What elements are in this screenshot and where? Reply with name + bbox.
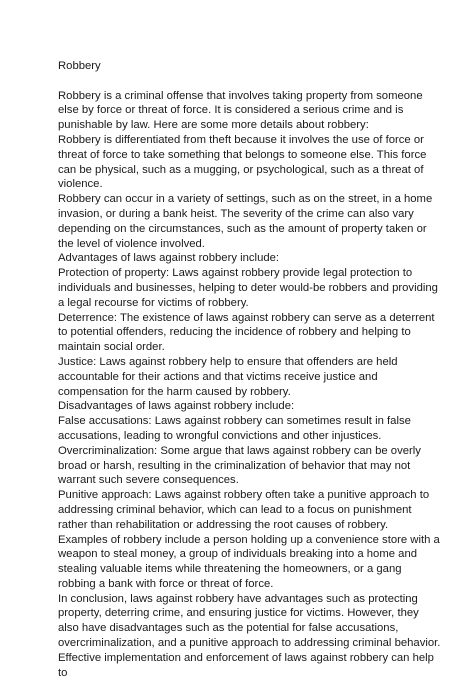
paragraph-definition: Robbery is differentiated from theft because it involves the use of force or threat of force to take something that belongs to someone else. This force can be physical, such as a mugging, or psychological, such as a threat of violence.	[58, 133, 427, 191]
paragraph-examples: Examples of robbery include a person holding up a convenience store with a weapon to steal money, a group of individuals breaking into a home and stealing valuable items while threatening the homeowners, or a gang robbing a bank with force or threat of force.	[58, 533, 440, 590]
disadvantage-false-accusations: False accusations: Laws against robbery can sometimes result in false accusations, leading to wrongful convictions and other injustices.	[58, 415, 411, 442]
disadvantage-punitive: Punitive approach: Laws against robbery often take a punitive approach to addressing criminal behavior, which can lead to a focus on punishment rather than rehabilitation or addressing the root causes of robbery.	[58, 489, 430, 531]
document-title: Robbery	[58, 60, 101, 72]
advantage-deterrence: Deterrence: The existence of laws against robbery can serve as a deterrent to potential offenders, reducing the incidence of robbery and helping to maintain social order.	[58, 311, 435, 354]
document-body	[58, 89, 442, 680]
paragraph-implementation: Effective implementation and enforcement of laws against robbery can help to	[58, 651, 434, 679]
paragraph-conclusion: In conclusion, laws against robbery have advantages such as protecting property, deterring crime, and ensuring justice for victims. However, they also have disadvantages such as the potential for false accusations, overcriminalization, and a punitive approach to addressing criminal behavior.	[58, 592, 441, 650]
paragraph-settings: Robbery can occur in a variety of settings, such as on the street, in a home invasion, or during a bank heist. The severity of the crime can also vary depending on the circumstances, such as the amount of property taken or the level of violence involved.	[58, 193, 433, 250]
advantages-heading: Advantages of laws against robbery include:	[58, 252, 280, 265]
advantage-protection: Protection of property: Laws against robbery provide legal protection to individuals and businesses, helping to deter would-be robbers and providing a legal recourse for victims of robbery.	[58, 267, 438, 309]
disadvantages-heading: Disadvantages of laws against robbery include:	[58, 400, 295, 413]
paragraph-intro: Robbery is a criminal offense that involves taking property from someone else by force or threat of force. It is considered a serious crime and is punishable by law. Here are some more details about robbery:	[58, 89, 423, 132]
disadvantage-overcriminalization: Overcriminalization: Some argue that laws against robbery can be overly broad or harsh, resulting in the criminalization of behavior that may not warrant such severe consequences.	[58, 444, 421, 487]
advantage-justice: Justice: Laws against robbery help to ensure that offenders are held accountable for their actions and that victims receive justice and compensation for the harm caused by robbery.	[58, 355, 398, 398]
